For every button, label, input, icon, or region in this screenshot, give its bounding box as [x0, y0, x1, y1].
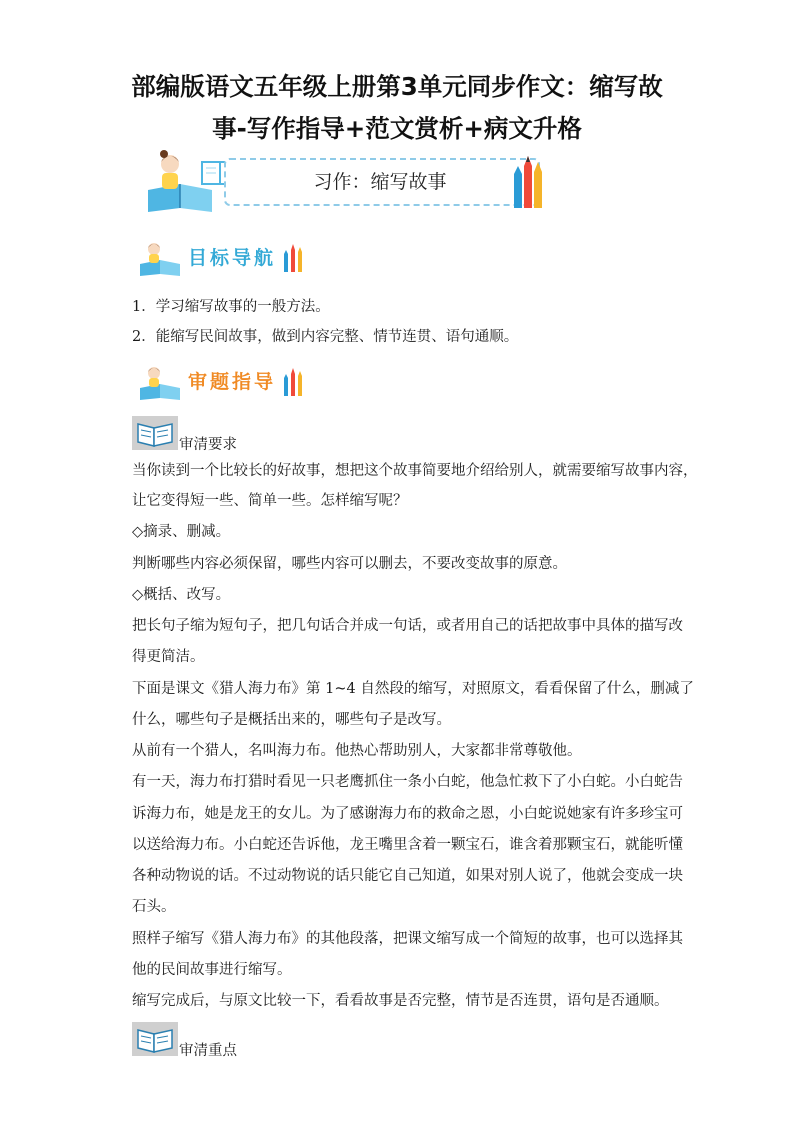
requirements-heading: 审清要求 [179, 437, 237, 453]
body-line: 有一天，海力布打猎时看见一只老鹰抓住一条小白蛇，他急忙救下了小白蛇。小白蛇告 [132, 774, 683, 790]
body-line: 当你读到一个比较长的好故事，想把这个故事简要地介绍给别人，就需要缩写故事内容， [132, 463, 698, 479]
title-line-2: 事-写作指导+范文赏析+病文升格 [212, 114, 582, 143]
section-label-guide: 审题指导 [188, 371, 277, 393]
body-line: 得更简洁。 [132, 649, 205, 665]
body-line: ◇摘录、删减。 [132, 524, 231, 540]
pencils-icon [508, 152, 548, 212]
body-line: 照样子缩写《猎人海力布》的其他段落，把课文缩写成一个简短的故事，也可以选择其 [132, 931, 683, 947]
section-label-goals: 目标导航 [188, 247, 277, 269]
body-line: 以送给海力布。小白蛇还告诉他，龙王嘴里含着一颗宝石，谁含着那颗宝石，就能听懂 [132, 837, 683, 853]
section-header-guide [136, 364, 306, 400]
body-line: 诉海力布，她是龙王的女儿。为了感谢海力布的救命之恩，小白蛇说她家有许多珍宝可 [132, 806, 683, 822]
body-line: 什么，哪些句子是概括出来的，哪些句子是改写。 [132, 712, 451, 728]
goal-item: 1．学习缩写故事的一般方法。 [132, 299, 330, 315]
title-line-1: 部编版语文五年级上册第3单元同步作文：缩写故 [131, 72, 663, 101]
pencils-icon [282, 242, 306, 274]
student-reading-icon [136, 364, 188, 400]
body-line: 各种动物说的话。不过动物说的话只能它自己知道，如果对别人说了，他就会变成一块 [132, 868, 683, 884]
pencils-icon [282, 366, 306, 398]
body-line: 从前有一个猎人，名叫海力布。他热心帮助别人，大家都非常尊敬他。 [132, 743, 582, 759]
body-line: 让它变得短一些、简单一些。怎样缩写呢？ [132, 493, 408, 509]
section-header-goals [136, 240, 306, 276]
open-book-icon [132, 1022, 178, 1056]
topic-banner [140, 150, 545, 212]
banner-title: 习作：缩写故事 [313, 171, 447, 193]
body-line: 下面是课文《猎人海力布》第 1~4 自然段的缩写，对照原文，看看保留了什么，删减了 [132, 681, 694, 697]
body-line: 缩写完成后，与原文比较一下，看看故事是否完整，情节是否连贯，语句是否通顺。 [132, 993, 669, 1009]
body-line: 石头。 [132, 899, 176, 915]
body-line: 他的民间故事进行缩写。 [132, 962, 292, 978]
body-line: 判断哪些内容必须保留，哪些内容可以删去，不要改变故事的原意。 [132, 556, 567, 572]
open-book-icon [132, 416, 178, 450]
goal-item: 2．能缩写民间故事，做到内容完整、情节连贯、语句通顺。 [132, 329, 519, 345]
body-line: 把长句子缩为短句子，把几句话合并成一句话，或者用自己的话把故事中具体的描写改 [132, 618, 683, 634]
student-reading-icon [136, 240, 188, 276]
body-line: ◇概括、改写。 [132, 587, 231, 603]
page-title [90, 66, 704, 150]
focus-heading: 审清重点 [179, 1043, 237, 1059]
